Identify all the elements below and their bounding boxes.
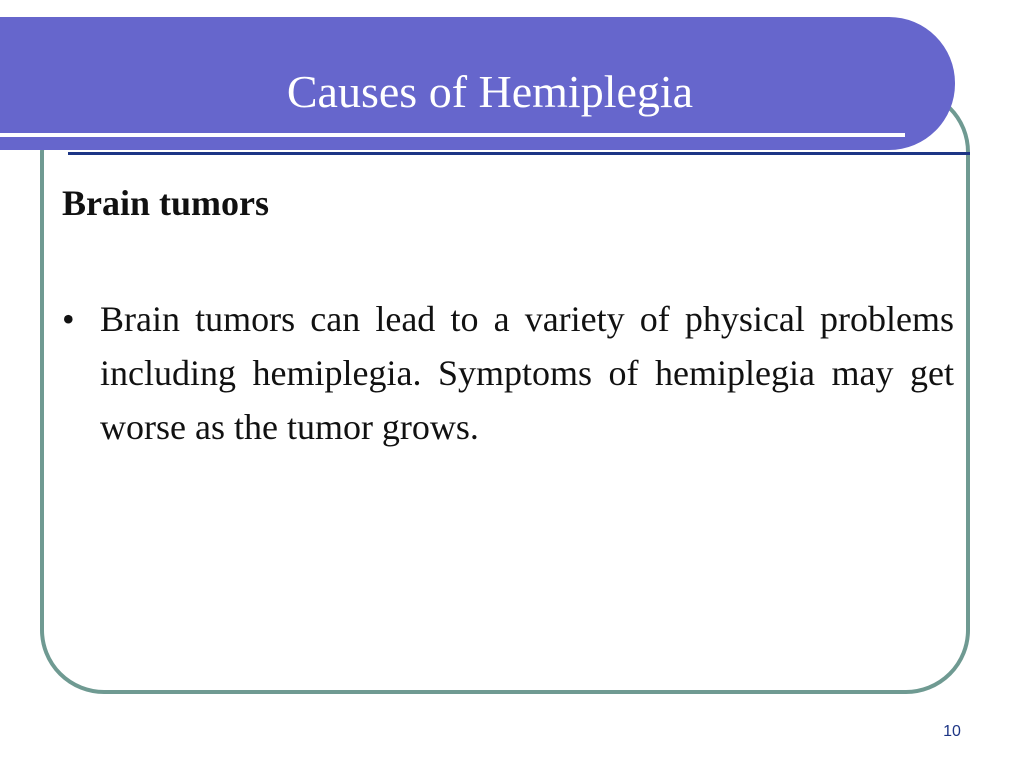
bullet-list [62, 292, 954, 454]
bullet-text: Brain tumors can lead to a variety of physical problems including hemiplegia. Symptoms of hemiplegia may get worse as the tumor grows. [100, 299, 954, 447]
title-underline [0, 133, 905, 137]
section-heading: Brain tumors [62, 183, 269, 223]
page-number: 10 [943, 723, 961, 740]
title-rule [68, 152, 970, 155]
slide-title: Causes of Hemiplegia [286, 66, 694, 117]
bullet-item [62, 292, 954, 454]
bullet-icon: • [62, 299, 75, 339]
